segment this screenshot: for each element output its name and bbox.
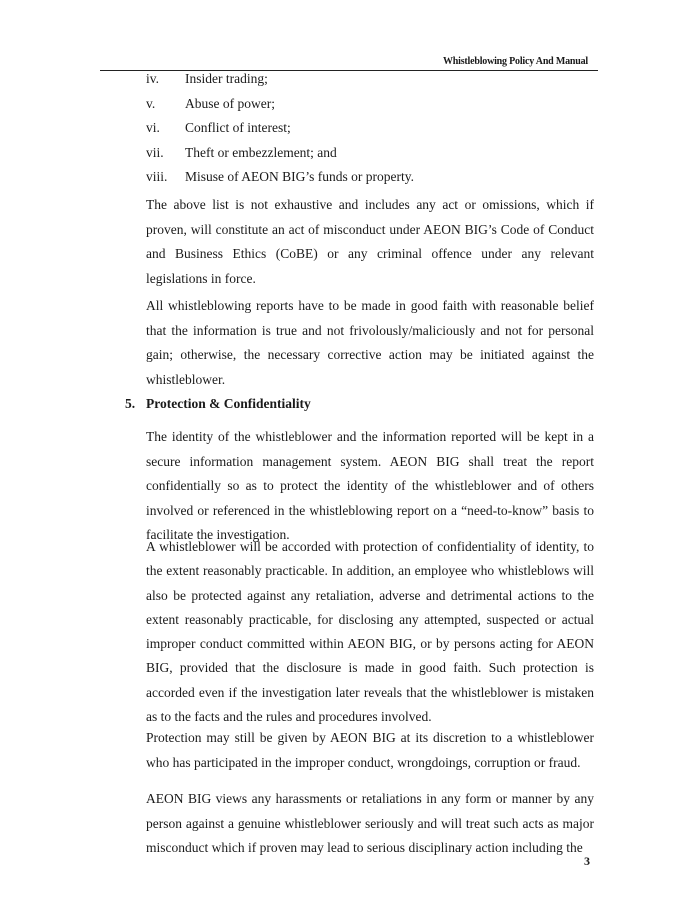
list-item-text: Abuse of power; (185, 95, 275, 111)
paragraph-protection-accorded: A whistleblower will be accorded with protection of confidentiality of identity, to the extent reasonably practicable. In addition, an employee who whistleblows will also be protected against any retaliation, adverse and detrimental actions to the extent reasonably practicable, for disclosing any attempted, suspected or actual improper conduct committed within AEON BIG, or by persons acting for AEON BIG, provided that the disclosure is made in good faith. Such protection is accorded even if the investigation later reveals that the whistleblower is mistaken as to the facts and the rules and procedures involved. (146, 539, 594, 725)
list-item (146, 165, 414, 190)
header-title: Whistleblowing Policy And Manual (442, 56, 588, 67)
list-item-text: Misuse of AEON BIG’s funds or property. (185, 169, 414, 184)
paragraph-identity-confidential: The identity of the whistleblower and the information reported will be kept in a secure information management system. AEON BIG shall treat the report confidentially so as to protect the identity of the whistleblower and of others involved or referenced in the whistleblowing report on a “need-to-know” basis to facilitate the investigation. (146, 429, 594, 542)
list-item (146, 67, 414, 92)
list-item (146, 92, 414, 117)
list-item-text: Insider trading; (185, 71, 268, 86)
page-number: 3 (584, 854, 590, 868)
paragraph-harassment: AEON BIG views any harassments or retaliations in any form or manner by any person against a genuine whistleblower seriously and will treat such acts as major misconduct which if proven may lead to serious disciplinary action including the (146, 791, 594, 855)
paragraph-good-faith: All whistleblowing reports have to be made in good faith with reasonable belief that the information is true and not frivolously/maliciously and not for personal gain; otherwise, the necessary corrective action may be initiated against the whistleblower. (146, 298, 594, 387)
list-item-text: Theft or embezzlement; and (185, 144, 337, 160)
misconduct-list (146, 67, 414, 190)
list-item (146, 141, 414, 166)
list-item-numeral: vi. (146, 120, 160, 135)
list-item-numeral: vii. (146, 144, 164, 160)
list-item (146, 116, 414, 141)
section-number: 5. (125, 396, 136, 411)
list-item-numeral: v. (146, 95, 156, 111)
list-item-numeral: viii. (146, 169, 168, 184)
paragraph-list-not-exhaustive: The above list is not exhaustive and includes any act or omissions, which if proven, will constitute an act of misconduct under AEON BIG’s Code of Conduct and Business Ethics (CoBE) or any criminal offence under any relevant legislations in force. (146, 197, 594, 286)
section-heading (125, 394, 311, 414)
section-title: Protection & Confidentiality (146, 396, 311, 411)
list-item-text: Conflict of interest; (185, 120, 291, 135)
list-item-numeral: iv. (146, 71, 159, 86)
paragraph-discretionary-protection: Protection may still be given by AEON BIG at its discretion to a whistleblower who has participated in the improper conduct, wrongdoings, corruption or fraud. (146, 730, 594, 770)
